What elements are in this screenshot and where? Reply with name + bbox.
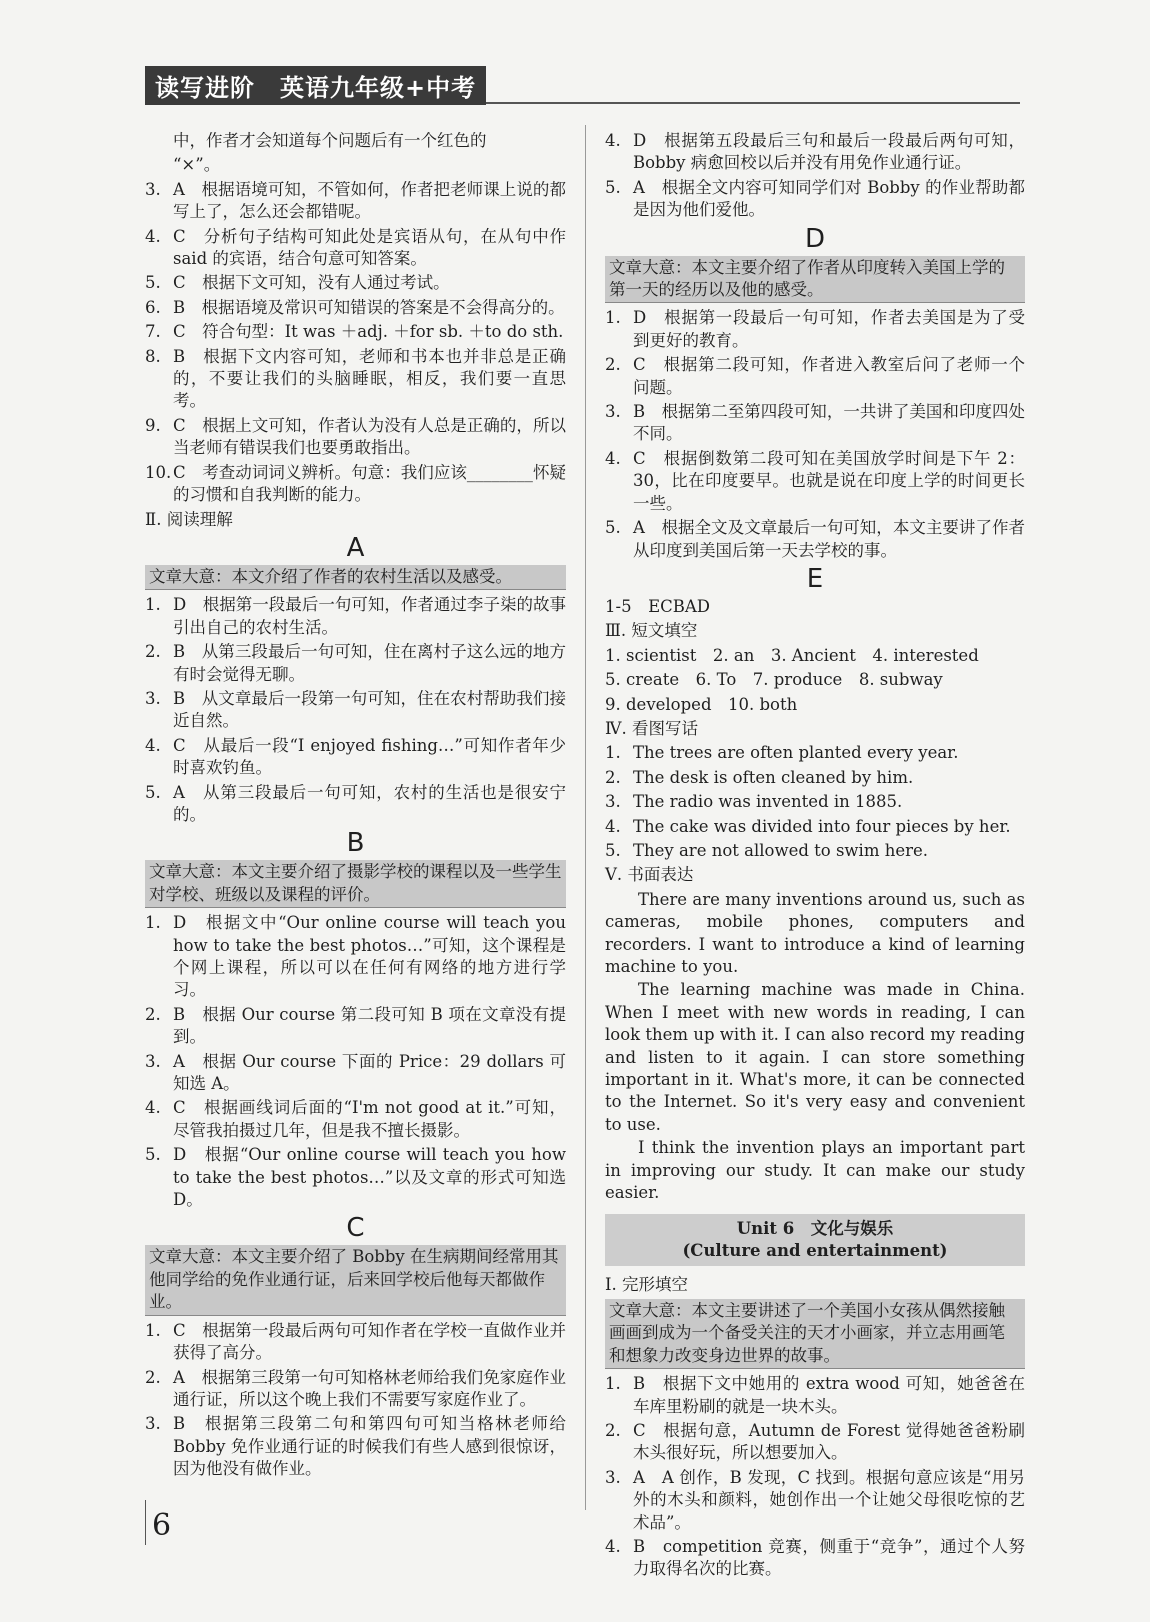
answer-number: 1. — [605, 308, 621, 328]
answer-item — [145, 462, 566, 507]
answer-number: 4. — [145, 1098, 161, 1118]
answer-item — [145, 1097, 566, 1142]
section-letter-b: B — [346, 828, 365, 859]
answer-text: A 从第三段最后一句可知，农村的生活也是很安宁的。 — [173, 782, 566, 824]
answer-number: 1. — [145, 913, 161, 933]
answer-number: 1. — [145, 1320, 161, 1340]
answer-item — [605, 816, 1025, 838]
page-header — [145, 62, 1020, 104]
answers-b — [145, 912, 566, 1211]
unit-subtitle: (Culture and entertainment) — [682, 1241, 948, 1261]
cloze2-answers — [605, 1373, 1025, 1581]
answer-text: C 根据下文可知，没有人通过考试。 — [173, 273, 450, 293]
answer-item — [145, 1413, 566, 1480]
answer-item — [145, 1051, 566, 1096]
column-divider — [585, 125, 586, 1510]
answer-number: 9. — [145, 415, 161, 435]
answer-text: A 根据第三段第一句可知格林老师给我们免家庭作业通行证，所以这个晚上我们不需要写家庭作业了。 — [173, 1367, 566, 1409]
answer-item — [605, 1536, 1025, 1581]
answer-item — [145, 272, 566, 294]
answer-text: B 从文章最后一段第一句可知，住在农村帮助我们接近自然。 — [173, 688, 566, 731]
answers-c — [145, 1320, 566, 1481]
answer-item — [145, 346, 566, 413]
answer-text: D 根据文中“Our online course will teach you how to take the best photos…”可知，这个课程是个网上课程，所以可以在任何有网络的地方进行学习。 — [173, 913, 566, 1000]
answer-text: D 根据“Our online course will teach you how to take the best photos…”以及文章的形式可知选 D。 — [173, 1145, 566, 1210]
cloze2-heading: Ⅰ. 完形填空 — [605, 1275, 689, 1295]
picture-heading: Ⅳ. 看图写话 — [605, 718, 698, 738]
answer-number: 3. — [605, 792, 621, 812]
answer-text: C 根据句意，Autumn de Forest 觉得她爸爸粉刷木头很好玩，所以想要加入。 — [633, 1420, 1025, 1463]
answer-item — [605, 791, 1025, 813]
answer-item — [605, 448, 1025, 515]
answer-item — [145, 641, 566, 686]
answer-text: B 根据 Our course 第二段可知 B 项在文章没有提到。 — [173, 1004, 566, 1047]
answer-number: 7. — [145, 322, 161, 342]
answer-text: B 根据下文中她用的 extra wood 可知，她爸爸在车库里粉刷的就是一块木头。 — [633, 1374, 1025, 1416]
summary-b: 文章大意：本文主要介绍了摄影学校的课程以及一些学生对学校、班级以及课程的评价。 — [145, 860, 566, 908]
answer-text: C 根据第二段可知，作者进入教室后问了老师一个问题。 — [633, 355, 1025, 397]
right-column — [605, 130, 1025, 1583]
answer-number: 10. — [145, 462, 172, 482]
answer-text: B 从第三段最后一句可知，住在离村子这么远的地方有时会觉得无聊。 — [173, 642, 566, 684]
answer-number: 2. — [145, 642, 161, 662]
answer-item — [605, 130, 1025, 175]
unit-title-box — [605, 1214, 1025, 1266]
answer-text: A A 创作，B 发现，C 找到。根据句意应该是“用另外的木头和颜料，她创作出一个让她父母很吃惊的艺术品”。 — [633, 1467, 1025, 1532]
answer-text: C 根据画线词后面的“I'm not good at it.”可知，尽管我拍摄过几年，但是我不擅长摄影。 — [173, 1098, 566, 1140]
answer-item — [605, 767, 1025, 789]
summary-c: 文章大意：本文主要介绍了 Bobby 在生病期间经常用其他同学给的免作业通行证，后来回学校后他每天都做作业。 — [145, 1245, 566, 1315]
answer-number: 2. — [605, 355, 621, 375]
answer-item — [145, 912, 566, 1002]
intro-line: 中，作者才会知道每个问题后有一个红色的 — [173, 131, 487, 150]
answers-a — [145, 594, 566, 826]
writing-paragraph: I think the invention plays an important part in improving our study. It can make our study easier. — [605, 1138, 1025, 1203]
answer-number: 5. — [605, 518, 621, 538]
answer-text: The trees are often planted every year. — [633, 743, 959, 763]
answer-number: 5. — [145, 1145, 161, 1165]
answer-item — [145, 297, 566, 319]
answer-number: 2. — [605, 767, 621, 787]
answer-text: D 根据第一段最后一句可知，作者去美国是为了受到更好的教育。 — [633, 308, 1025, 350]
answer-text: B 根据第三段第二句和第四句可知当格林老师给 Bobby 免作业通行证的时候我们有些人感到很惊讶，因为他没有做作业。 — [173, 1414, 566, 1479]
writing-paragraph: The learning machine was made in China. When I meet with new words in reading, I can look them up with it. I can also record my reading and listen to it again. I can store something important in it. What's more, it can be connected to the Internet. So it's very easy and convenient to use. — [605, 980, 1025, 1134]
summary-a: 文章大意：本文介绍了作者的农村生活以及感受。 — [145, 565, 566, 590]
answer-number: 8. — [145, 346, 161, 366]
answer-item — [605, 840, 1025, 862]
answer-item — [605, 307, 1025, 352]
answer-number: 5. — [145, 782, 161, 802]
answer-text: B competition 竞赛，侧重于“竞争”，通过个人努力取得名次的比赛。 — [633, 1536, 1025, 1579]
picture-answers — [605, 742, 1025, 862]
section-letter-a: A — [346, 532, 365, 563]
answer-number: 3. — [145, 1414, 161, 1434]
answers-e: 1-5 ECBAD — [605, 596, 711, 616]
answer-item — [605, 177, 1025, 222]
answer-text: The radio was invented in 1885. — [633, 792, 903, 812]
page-number-rule — [145, 1500, 146, 1545]
answer-item — [145, 226, 566, 271]
fill-line: 9. developed 10. both — [605, 694, 798, 714]
answer-item — [145, 688, 566, 733]
answer-number: 6. — [145, 297, 161, 317]
section-letter-c: C — [346, 1213, 365, 1244]
answer-text: C 根据倒数第二段可知在美国放学时间是下午 2：30，比在印度要早。也就是说在印度上学的时间更长一些。 — [633, 448, 1025, 513]
answer-text: A 根据全文内容可知同学们对 Bobby 的作业帮助都是因为他们爱他。 — [633, 177, 1025, 220]
answer-text: A 根据全文及文章最后一句可知，本文主要讲了作者从印度到美国后第一天去学校的事。 — [633, 518, 1025, 560]
answer-item — [145, 782, 566, 827]
answers-c-continued — [605, 130, 1025, 222]
answer-number: 2. — [145, 1367, 161, 1387]
answer-text: C 根据上文可知，作者认为没有人总是正确的，所以当老师有错误我们也要勇敢指出。 — [173, 415, 566, 458]
section-letter-e: E — [806, 563, 824, 594]
answer-number: 3. — [145, 688, 161, 708]
answer-text: B 根据第二至第四段可知，一共讲了美国和印度四处不同。 — [633, 402, 1025, 444]
answer-number: 3. — [145, 1051, 161, 1071]
answer-number: 1. — [145, 595, 161, 615]
intro-line: “×”。 — [173, 155, 221, 175]
answer-number: 2. — [605, 1420, 621, 1440]
answer-number: 3. — [605, 1467, 621, 1487]
answer-number: 3. — [145, 179, 161, 199]
answer-text: B 根据下文内容可知，老师和书本也并非总是正确的，不要让我们的头脑睡眠，相反，我们要一直思考。 — [173, 346, 566, 411]
book-title: 读写进阶 英语九年级+中考 — [145, 66, 486, 105]
answer-text: A 根据语境可知，不管如何，作者把老师课上说的都写上了，怎么还会都错呢。 — [173, 179, 566, 222]
reading-heading: Ⅱ. 阅读理解 — [145, 509, 233, 529]
left-column — [145, 130, 566, 1483]
answer-item — [145, 321, 566, 343]
answer-text: C 考查动词词义辨析。句意：我们应该________怀疑的习惯和自我判断的能力。 — [173, 462, 566, 505]
unit-title: Unit 6 文化与娱乐 — [736, 1219, 894, 1239]
answer-number: 5. — [145, 273, 161, 293]
answer-text: D 根据第五段最后三句和最后一段最后两句可知，Bobby 病愈回校以后并没有用免作业通行证。 — [633, 131, 1025, 173]
answer-number: 4. — [605, 1536, 621, 1556]
answer-text: The desk is often cleaned by him. — [633, 767, 914, 787]
answers-d — [605, 307, 1025, 561]
fill-heading: Ⅲ. 短文填空 — [605, 621, 698, 641]
summary-d: 文章大意：本文主要介绍了作者从印度转入美国上学的第一天的经历以及他的感受。 — [605, 256, 1025, 304]
answer-number: 2. — [145, 1004, 161, 1024]
answer-number: 4. — [605, 448, 621, 468]
answer-text: The cake was divided into four pieces by her. — [633, 816, 1011, 836]
answer-text: C 根据第一段最后两句可知作者在学校一直做作业并获得了高分。 — [173, 1320, 566, 1363]
answer-number: 1. — [605, 743, 621, 763]
answer-item — [145, 179, 566, 224]
answer-text: C 从最后一段“I enjoyed fishing…”可知作者年少时喜欢钓鱼。 — [173, 735, 566, 778]
answer-item — [605, 517, 1025, 562]
answer-item — [145, 735, 566, 780]
answer-item — [605, 354, 1025, 399]
answer-text: C 分析句子结构可知此处是宾语从句，在从句中作 said 的宾语，结合句意可知答案。 — [173, 226, 566, 269]
section-letter-d: D — [804, 223, 826, 254]
answer-item — [145, 1367, 566, 1412]
answer-item — [605, 1467, 1025, 1534]
fill-line: 5. create 6. To 7. produce 8. subway — [605, 670, 943, 690]
answer-text: C 符合句型：It was ＋adj. ＋for sb. ＋to do sth. — [173, 322, 564, 342]
answer-number: 5. — [605, 177, 621, 197]
answer-number: 5. — [605, 840, 621, 860]
answer-text: A 根据 Our course 下面的 Price：29 dollars 可知选 A。 — [173, 1051, 566, 1094]
answer-item — [145, 1320, 566, 1365]
answer-number: 4. — [145, 226, 161, 246]
answer-number: 3. — [605, 402, 621, 422]
cloze-answer-list — [145, 179, 566, 507]
answer-text: D 根据第一段最后一句可知，作者通过李子柒的故事引出自己的农村生活。 — [173, 595, 566, 637]
fill-line: 1. scientist 2. an 3. Ancient 4. interested — [605, 645, 979, 665]
answer-item — [605, 1373, 1025, 1418]
answer-number: 4. — [605, 816, 621, 836]
summary-cloze2: 文章大意：本文主要讲述了一个美国小女孩从偶然接触画画到成为一个备受关注的天才小画家，并立志用画笔和想象力改变身边世界的故事。 — [605, 1299, 1025, 1369]
answer-item — [145, 415, 566, 460]
page-number: 6 — [152, 1508, 172, 1543]
answer-item — [145, 1004, 566, 1049]
answer-number: 4. — [145, 735, 161, 755]
answer-item — [145, 1144, 566, 1211]
answer-item — [145, 594, 566, 639]
answer-text: They are not allowed to swim here. — [633, 840, 929, 860]
answer-item — [605, 401, 1025, 446]
writing-heading: Ⅴ. 书面表达 — [605, 865, 694, 885]
answer-number: 4. — [605, 131, 621, 150]
answer-item — [605, 742, 1025, 764]
writing-paragraph: There are many inventions around us, such as cameras, mobile phones, computers and recorders. I want to introduce a kind of learning machine to you. — [605, 889, 1025, 976]
answer-item — [605, 1420, 1025, 1465]
answer-number: 1. — [605, 1374, 621, 1394]
answer-text: B 根据语境及常识可知错误的答案是不会得高分的。 — [173, 297, 565, 317]
